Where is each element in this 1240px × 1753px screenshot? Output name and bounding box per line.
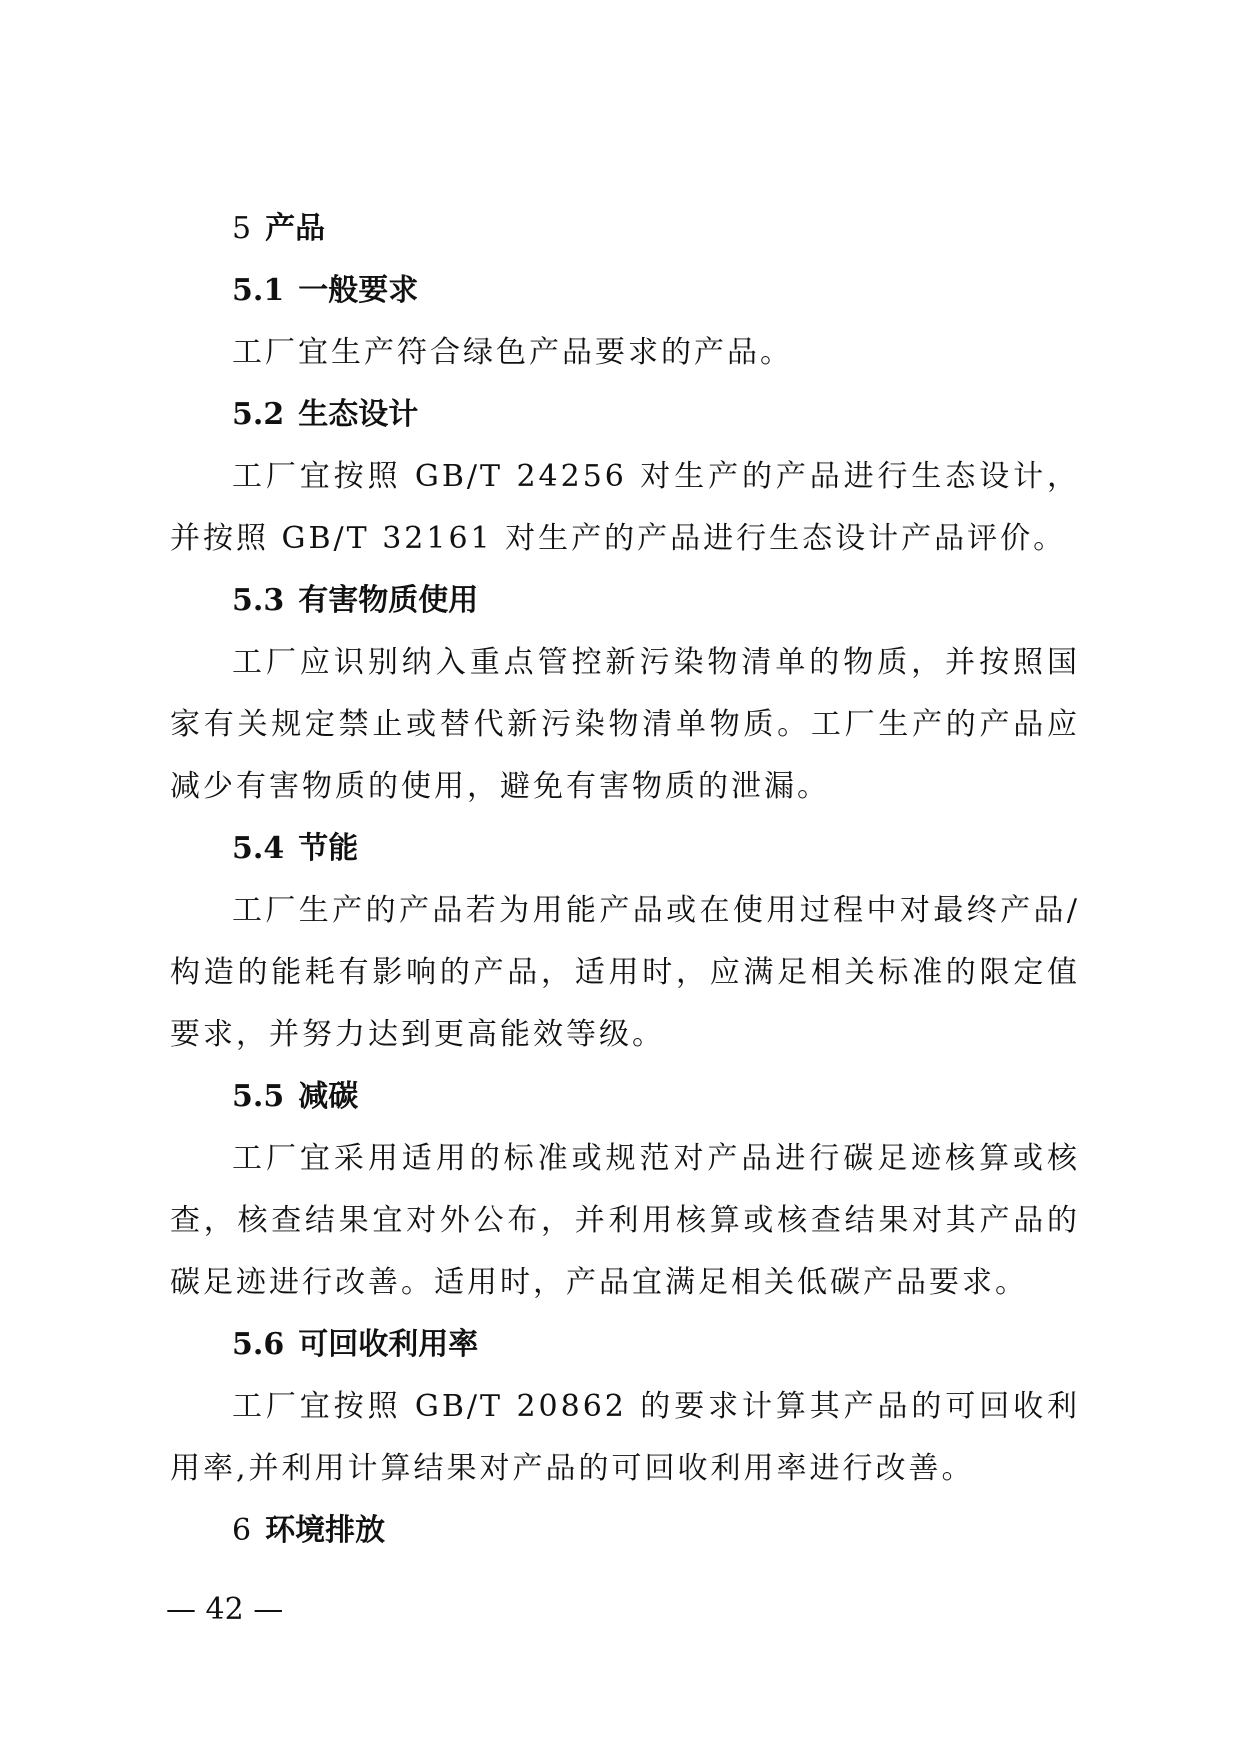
section-title: 有害物质使用	[298, 583, 479, 618]
section-title: 减碳	[298, 1079, 359, 1114]
section-number: 6	[232, 1513, 252, 1548]
section-number: 5.1	[232, 273, 285, 308]
section-number: 5.6	[232, 1327, 285, 1362]
section-title: 环境排放	[265, 1513, 386, 1548]
section-heading-5-4	[170, 818, 1080, 880]
paragraph-5-4: 工厂生产的产品若为用能产品或在使用过程中对最终产品/构造的能耗有影响的产品，适用时，应满足相关标准的限定值要求，并努力达到更高能效等级。	[170, 893, 1080, 1052]
section-heading-5-5	[170, 1066, 1080, 1128]
section-title: 生态设计	[298, 397, 419, 432]
paragraph-5-2: 工厂宜按照 GB/T 24256 对生产的产品进行生态设计，并按照 GB/T 32161 对生产的产品进行生态设计产品评价。	[170, 459, 1080, 556]
paragraph-5-5: 工厂宜采用适用的标准或规范对产品进行碳足迹核算或核查，核查结果宜对外公布，并利用核算或核查结果对其产品的碳足迹进行改善。适用时，产品宜满足相关低碳产品要求。	[170, 1141, 1080, 1300]
section-number: 5	[232, 211, 252, 246]
section-title: 节能	[298, 831, 359, 866]
paragraph-5-6: 工厂宜按照 GB/T 20862 的要求计算其产品的可回收利用率,并利用计算结果对产品的可回收利用率进行改善。	[170, 1389, 1080, 1486]
section-heading-5-1	[170, 260, 1080, 322]
section-heading-5-2	[170, 384, 1080, 446]
page-number: — 42 —	[166, 1592, 284, 1627]
section-heading-6	[170, 1500, 1080, 1562]
section-number: 5.5	[232, 1079, 285, 1114]
section-heading-5-3	[170, 570, 1080, 632]
section-title: 产品	[265, 211, 326, 246]
paragraph-5-1: 工厂宜生产符合绿色产品要求的产品。	[232, 335, 793, 370]
section-number: 5.2	[232, 397, 285, 432]
section-title: 一般要求	[298, 273, 419, 308]
section-number: 5.3	[232, 583, 285, 618]
section-heading-5	[170, 198, 1080, 260]
section-heading-5-6	[170, 1314, 1080, 1376]
section-title: 可回收利用率	[298, 1327, 479, 1362]
document-body	[170, 198, 1080, 1562]
section-number: 5.4	[232, 831, 285, 866]
paragraph-5-3: 工厂应识别纳入重点管控新污染物清单的物质，并按照国家有关规定禁止或替代新污染物清单物质。工厂生产的产品应减少有害物质的使用，避免有害物质的泄漏。	[170, 645, 1080, 804]
